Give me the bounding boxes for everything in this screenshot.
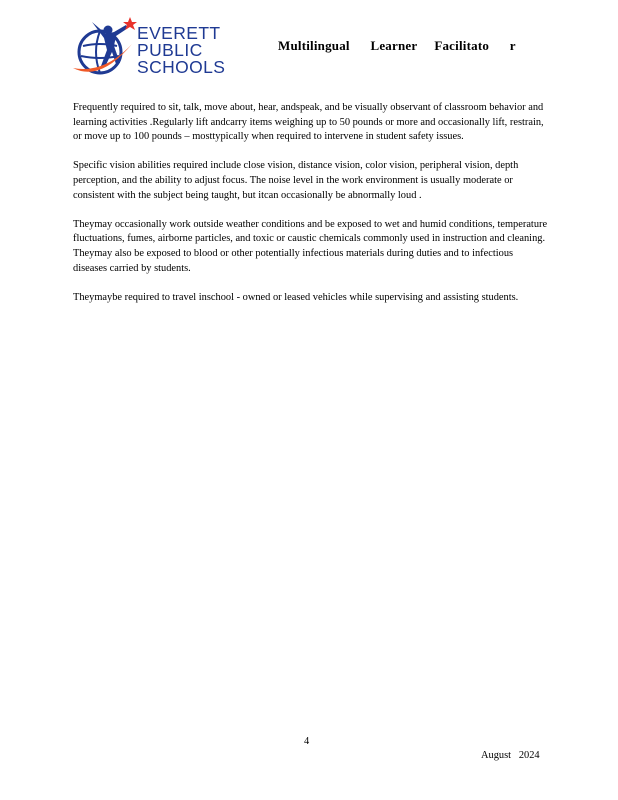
page-number: 4 [304, 736, 310, 747]
travel-requirements-paragraph: Theymaybe required to travel inschool - owned or leased vehicles while supervising and assisting students. [73, 291, 519, 303]
district-logo [70, 16, 240, 84]
footer-date: August 2024 [481, 750, 540, 761]
document-title: Multilingual Learner Facilitato r [278, 38, 516, 53]
work-environment-paragraph: Theymay occasionally work outside weather conditions and be exposed to wet and humid conditions, temperature fluctuations, fumes, airborne particles, and toxic or caustic chemicals commonly used in instruction and cleaning. Theymay also be exposed to blood or other potentially infectious materials during duties and to infectious diseases carried by students. [73, 218, 548, 274]
logo-wordmark [137, 25, 225, 76]
logo-line-schools: SCHOOLS [137, 57, 226, 77]
logo-line-public: PUBLIC [137, 40, 203, 60]
logo-line-everett: EVERETT [137, 23, 221, 43]
globe-figure-star-icon [70, 16, 140, 84]
document-body [73, 101, 548, 320]
physical-requirements-paragraph: Frequently required to sit, talk, move about, hear, andspeak, and be visually observant of classroom behavior and learning activities .Regularly lift andcarry items weighing up to 50 pounds or more and occasionally lift, restrain, or move up to 100 pounds – mosttypically when required to intervene in student safety issues. [73, 102, 544, 143]
vision-requirements-paragraph: Specific vision abilities required include close vision, distance vision, color vision, peripheral vision, depth perception, and the ability to adjust focus. The noise level in the work environment is usually moderate or consistent with the subject being taught, but itcan occasionally be abnormally loud . [73, 160, 519, 201]
